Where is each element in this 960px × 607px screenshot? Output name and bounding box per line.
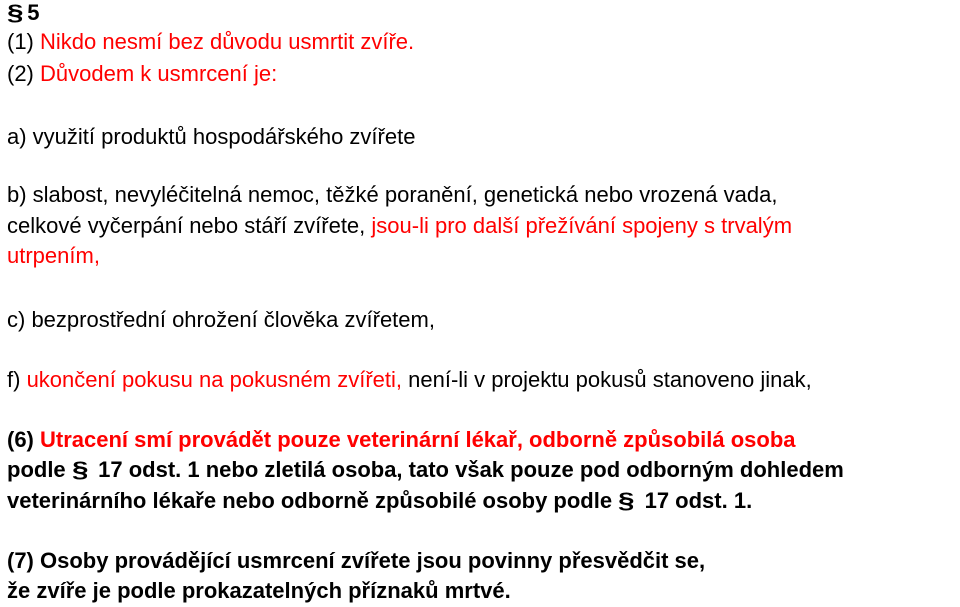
paragraph-1-prefix: (1) xyxy=(7,29,40,54)
section-sign: § xyxy=(7,0,24,25)
section-heading xyxy=(7,0,40,26)
paragraph-6-line-3-pre: veterinárního lékaře nebo odborně způsobilé osoby podle xyxy=(7,488,619,513)
section-sign: § xyxy=(618,488,635,513)
paragraph-6-line-2 xyxy=(7,457,844,483)
paragraph-1 xyxy=(7,29,414,55)
item-f xyxy=(7,367,812,393)
section-sign: § xyxy=(71,457,89,482)
paragraph-2-text: Důvodem k usmrcení je: xyxy=(40,61,278,86)
item-b-line-1: b) slabost, nevyléčitelná nemoc, těžké poranění, genetická nebo vrozená vada, xyxy=(7,182,778,207)
item-b-line-2-red: jsou-li pro další přežívání spojeny s trvalým xyxy=(371,213,793,238)
item-b-line-2-black: celkové vyčerpání nebo stáří zvířete, xyxy=(7,213,372,238)
item-f-rest: není-li v projektu pokusů stanoveno jinak, xyxy=(402,367,812,392)
paragraph-2 xyxy=(7,61,277,87)
paragraph-6-prefix: (6) xyxy=(7,427,40,452)
paragraph-1-text: Nikdo nesmí bez důvodu usmrtit zvíře. xyxy=(40,29,415,54)
item-b-line-2 xyxy=(7,213,792,239)
item-a: a) využití produktů hospodářského zvířete xyxy=(7,124,416,149)
paragraph-6-line-3-post: 17 odst. 1. xyxy=(638,488,753,513)
item-b-line-3: utrpením, xyxy=(7,243,100,268)
paragraph-6-line-2-pre: podle xyxy=(7,457,72,482)
item-c: c) bezprostřední ohrožení člověka zvířetem, xyxy=(7,307,435,332)
paragraph-6-line-1 xyxy=(7,427,796,453)
paragraph-7-line-2: že zvíře je podle prokazatelných příznaků mrtvé. xyxy=(7,578,511,603)
section-number: 5 xyxy=(27,0,40,25)
item-f-prefix: f) xyxy=(7,367,27,392)
paragraph-6-line-2-post: 17 odst. 1 nebo zletilá osoba, tato však pouze pod odborným dohledem xyxy=(92,457,844,482)
paragraph-2-prefix: (2) xyxy=(7,61,40,86)
item-f-red: ukončení pokusu na pokusném zvířeti, xyxy=(26,367,403,392)
paragraph-6-line-3 xyxy=(7,488,752,514)
paragraph-7-line-1: (7) Osoby provádějící usmrcení zvířete jsou povinny přesvědčit se, xyxy=(7,548,706,573)
paragraph-6-red: Utracení smí provádět pouze veterinární lékař, odborně způsobilá osoba xyxy=(40,427,796,452)
